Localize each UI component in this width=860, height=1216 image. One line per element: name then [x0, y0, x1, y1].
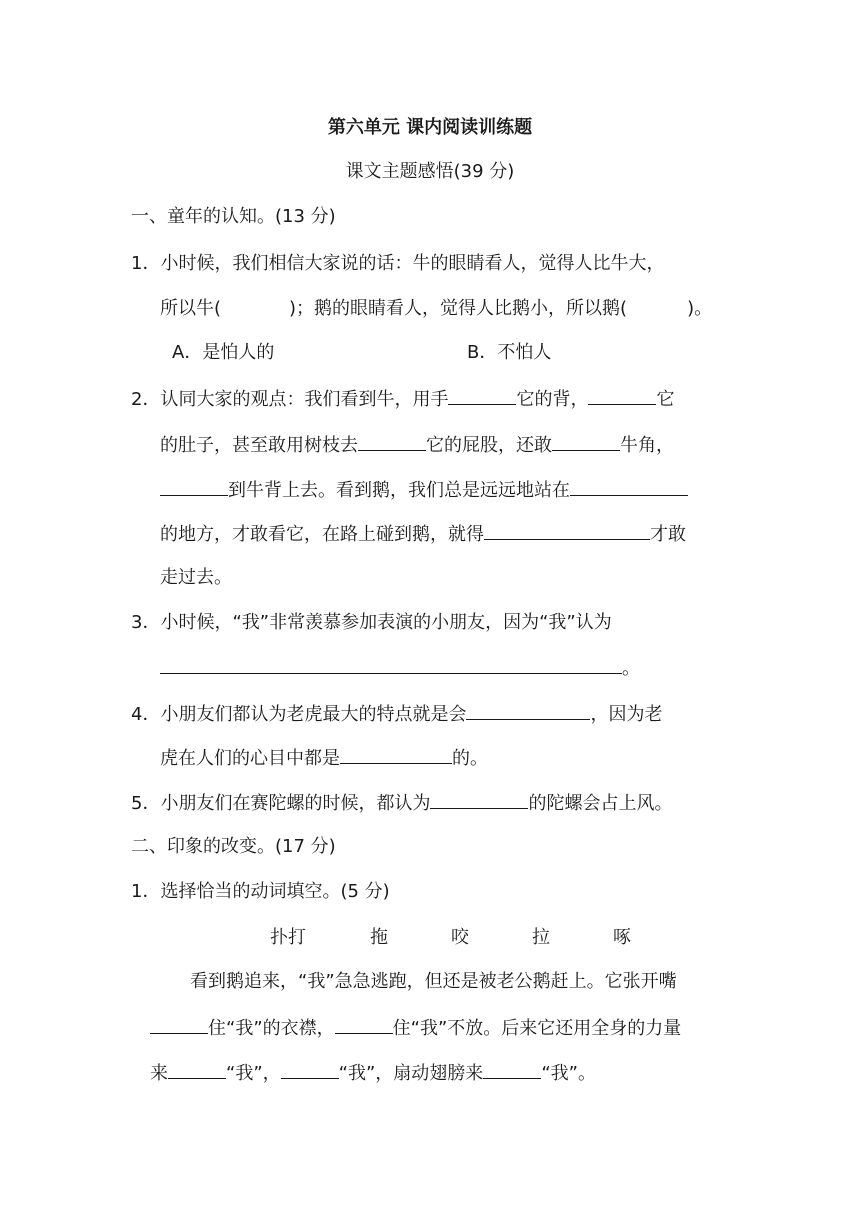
section2-heading: 二、印象的改变。(17 分): [131, 836, 336, 857]
s2-blank-4[interactable]: [281, 1060, 339, 1079]
s2-text: 住“我”不放。后来它还用全身的力量: [392, 1018, 682, 1039]
q3-line1: 3．小时候，“我”非常羡慕参加表演的小朋友，因为“我”认为: [131, 612, 612, 633]
q1-option-a: A．是怕人的: [172, 342, 275, 363]
q2-text: 牛角，: [620, 435, 674, 456]
q2-line1: [131, 386, 674, 412]
s2-text: “我”。: [541, 1063, 596, 1084]
q2-blank-6[interactable]: [570, 477, 688, 496]
q3-blank[interactable]: [160, 655, 622, 674]
q2-text: 它的背，: [516, 389, 589, 410]
word-bank-item: 啄: [613, 927, 631, 948]
word-bank-item: 扑打: [270, 927, 306, 948]
q2-line2: [160, 432, 674, 458]
s2-para-line2: [150, 1015, 681, 1041]
q2-text: 2．认同大家的观点：我们看到牛，用手: [131, 389, 449, 410]
q2-blank-4[interactable]: [552, 432, 620, 451]
s2-text: “我”，: [226, 1063, 281, 1084]
q3-line2: [160, 655, 640, 681]
q2-text: 到牛背上去。看到鹅，我们总是远远地站在: [228, 480, 570, 501]
q4-blank-1[interactable]: [466, 701, 590, 720]
s2-q1-heading: 1．选择恰当的动词填空。(5 分): [131, 881, 390, 902]
word-bank-item: 咬: [451, 927, 469, 948]
word-bank-item: 拖: [370, 927, 388, 948]
s2-blank-1[interactable]: [150, 1015, 208, 1034]
q4-blank-2[interactable]: [340, 745, 452, 764]
s2-blank-2[interactable]: [335, 1015, 393, 1034]
q4-text: ，因为老: [590, 704, 663, 725]
q2-text: 的地方，才敢看它，在路上碰到鹅，就得: [160, 524, 484, 545]
word-bank-item: 拉: [532, 927, 550, 948]
q2-blank-7[interactable]: [484, 521, 650, 540]
s2-blank-5[interactable]: [483, 1060, 541, 1079]
q2-text: 它的屁股，还敢: [426, 435, 552, 456]
q2-blank-3[interactable]: [358, 432, 426, 451]
s2-para-line1: 看到鹅追来，“我”急急逃跑，但还是被老公鹅赶上。它张开嘴: [190, 971, 677, 992]
q1-line1: 1．小时候，我们相信大家说的话：牛的眼睛看人，觉得人比牛大，: [131, 253, 665, 274]
q2-text: 才敢: [650, 524, 686, 545]
q4-text: 虎在人们的心目中都是: [160, 748, 340, 769]
q1-line2: [160, 297, 712, 321]
q5-text: 的陀螺会占上风。: [528, 793, 673, 814]
q4-line1: [131, 701, 662, 727]
q2-text: 它: [656, 389, 675, 410]
section1-heading: 一、童年的认知。(13 分): [131, 206, 336, 227]
s2-para-line3: [150, 1060, 596, 1086]
q5-blank[interactable]: [430, 790, 528, 809]
q1-text-a: 所以牛(: [160, 298, 222, 319]
q1-text-c: )。: [687, 298, 713, 319]
q2-line5: 走过去。: [160, 567, 232, 588]
s2-text: “我”，扇动翅膀来: [338, 1063, 484, 1084]
q2-text: 的肚子，甚至敢用树枝去: [160, 435, 358, 456]
q5-line: [131, 790, 672, 816]
q5-text: 5．小朋友们在赛陀螺的时候，都认为: [131, 793, 431, 814]
s2-blank-3[interactable]: [168, 1060, 226, 1079]
q2-line4: [160, 521, 686, 547]
q4-text: 的。: [452, 748, 488, 769]
q1-text-b: )；鹅的眼睛看人，觉得人比鹅小，所以鹅(: [289, 298, 628, 319]
page-title: 第六单元 课内阅读训练题: [327, 117, 533, 138]
q1-option-b: B．不怕人: [467, 342, 552, 363]
section-subtitle: 课文主题感悟(39 分): [345, 161, 515, 182]
q2-blank-1[interactable]: [448, 386, 516, 405]
q3-text: 。: [622, 658, 640, 679]
q2-blank-5[interactable]: [160, 477, 228, 496]
q4-line2: [160, 745, 488, 771]
s2-text: 住“我”的衣襟，: [208, 1018, 335, 1039]
s2-text: 来: [150, 1063, 168, 1084]
q4-text: 4．小朋友们都认为老虎最大的特点就是会: [131, 704, 467, 725]
q2-line3: [160, 477, 688, 503]
q2-blank-2[interactable]: [588, 386, 656, 405]
